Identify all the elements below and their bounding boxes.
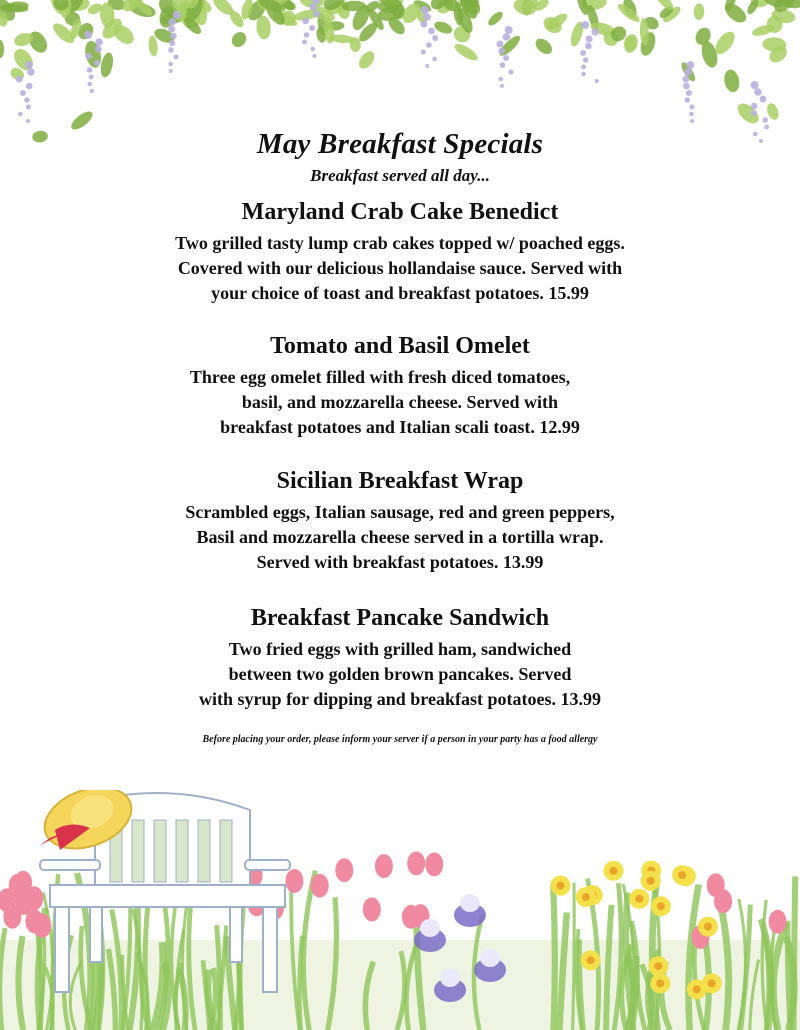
wisteria-blossom-icon bbox=[420, 21, 427, 28]
wisteria-blossom-icon bbox=[27, 68, 35, 76]
wisteria-blossom-icon bbox=[500, 62, 506, 68]
wisteria-blossom-icon bbox=[751, 81, 759, 89]
leaf-icon bbox=[693, 3, 704, 20]
menu-item bbox=[0, 331, 800, 440]
wisteria-blossom-icon bbox=[581, 72, 586, 77]
description-line: Two grilled tasty lump crab cakes topped w/ poached eggs. bbox=[175, 233, 625, 253]
wisteria-blossom-icon bbox=[304, 32, 310, 38]
wisteria-blossom-icon bbox=[760, 96, 767, 103]
wisteria-blossom-icon bbox=[689, 105, 694, 110]
menu-item bbox=[0, 603, 800, 712]
daffodil-center-icon bbox=[557, 882, 565, 890]
wisteria-blossom-icon bbox=[690, 119, 694, 123]
wisteria-blossom-icon bbox=[496, 41, 503, 48]
wisteria-blossom-icon bbox=[586, 36, 593, 43]
bench-slat-icon bbox=[220, 820, 232, 882]
leaf-icon bbox=[229, 29, 249, 50]
description-line: Scrambled eggs, Italian sausage, red and green peppers, bbox=[185, 502, 615, 522]
wisteria-blossom-icon bbox=[684, 68, 692, 76]
leaf-icon bbox=[745, 0, 761, 16]
item-name: Maryland Crab Cake Benedict bbox=[241, 199, 559, 225]
leaf-icon bbox=[148, 35, 159, 57]
bench-slat-icon bbox=[154, 820, 166, 882]
item-name: Tomato and Basil Omelet bbox=[270, 333, 530, 359]
wisteria-blossom-icon bbox=[169, 69, 173, 73]
wisteria-blossom-icon bbox=[683, 83, 690, 90]
wisteria-blossom-icon bbox=[585, 43, 592, 50]
tulip-icon bbox=[769, 910, 787, 934]
daffodil-center-icon bbox=[708, 979, 716, 987]
wisteria-blossom-icon bbox=[498, 77, 503, 82]
wisteria-blossom-icon bbox=[309, 25, 315, 31]
wisteria-blossom-icon bbox=[310, 3, 318, 11]
tulip-icon bbox=[363, 898, 381, 922]
wisteria-blossom-icon bbox=[16, 76, 23, 83]
wisteria-blossom-icon bbox=[302, 18, 309, 25]
wisteria-blossom-icon bbox=[311, 47, 316, 52]
wisteria-blossom-icon bbox=[168, 62, 173, 67]
description-line: Basil and mozzarella cheese served in a tortilla wrap. bbox=[196, 527, 604, 547]
wisteria-blossom-icon bbox=[89, 75, 94, 80]
bench-armrest-icon bbox=[245, 860, 290, 870]
menu-item bbox=[0, 197, 800, 306]
wisteria-blossom-icon bbox=[682, 76, 689, 83]
tulip-icon bbox=[311, 874, 329, 898]
wisteria-blossom-icon bbox=[763, 117, 769, 123]
wisteria-blossom-icon bbox=[595, 79, 599, 83]
wisteria-blossom-icon bbox=[25, 61, 33, 69]
wisteria-blossom-icon bbox=[580, 50, 586, 56]
wisteria-blossom-icon bbox=[581, 65, 586, 70]
bench-leg-icon bbox=[55, 907, 69, 992]
wisteria-blossom-icon bbox=[432, 35, 438, 41]
wisteria-blossom-icon bbox=[583, 57, 589, 63]
wisteria-blossom-icon bbox=[503, 55, 509, 61]
daffodil-center-icon bbox=[647, 877, 655, 885]
wisteria-blossom-icon bbox=[168, 47, 174, 53]
leaf-icon bbox=[486, 9, 505, 27]
description-line: your choice of toast and breakfast potatoes. 15.99 bbox=[211, 283, 589, 303]
item-description bbox=[0, 637, 800, 712]
leaf-icon bbox=[452, 41, 480, 63]
bench-slat-icon bbox=[132, 820, 144, 882]
menu-subtitle: Breakfast served all day... bbox=[310, 166, 490, 185]
leaf-icon bbox=[533, 36, 555, 57]
leaf-icon bbox=[433, 19, 455, 36]
wisteria-blossom-icon bbox=[432, 57, 437, 62]
leaf-icon bbox=[356, 48, 377, 71]
wisteria-blossom-icon bbox=[84, 31, 92, 39]
description-line: Two fried eggs with grilled ham, sandwiched bbox=[228, 639, 572, 659]
wisteria-blossom-icon bbox=[500, 84, 504, 88]
daffodil-center-icon bbox=[582, 893, 590, 901]
wisteria-blossom-icon bbox=[26, 119, 30, 123]
wisteria-blossom-icon bbox=[689, 112, 694, 117]
wisteria-blossom-icon bbox=[20, 90, 26, 96]
wisteria-blossom-icon bbox=[168, 26, 175, 33]
iris-petal-icon bbox=[420, 919, 440, 937]
tulip-icon bbox=[33, 914, 51, 938]
item-description bbox=[0, 365, 800, 440]
description-line: Served with breakfast potatoes. 13.99 bbox=[256, 552, 544, 572]
iris-petal-icon bbox=[480, 949, 500, 967]
wisteria-blossom-icon bbox=[24, 97, 30, 103]
daffodil-center-icon bbox=[587, 956, 595, 964]
description-line: basil, and mozzarella cheese. Served with bbox=[241, 392, 559, 412]
wisteria-blossom-icon bbox=[94, 60, 100, 66]
tulip-icon bbox=[285, 869, 303, 893]
wisteria-leaves bbox=[0, 0, 800, 143]
wisteria-blossom-icon bbox=[498, 48, 505, 55]
daffodil-center-icon bbox=[678, 871, 686, 879]
allergy-note: Before placing your order, please inform your server if a person in your party has a food allergy bbox=[202, 734, 598, 745]
wisteria-blossom-icon bbox=[170, 33, 177, 40]
bench-slat-icon bbox=[176, 820, 188, 882]
leaf-icon bbox=[734, 100, 762, 127]
description-line: Covered with our delicious hollandaise sauce. Served with bbox=[177, 258, 623, 278]
wisteria-blossom-icon bbox=[26, 83, 33, 90]
wisteria-blossom-icon bbox=[428, 28, 435, 35]
wisteria-blossom-icon bbox=[95, 46, 102, 53]
wisteria-blossom-icon bbox=[421, 6, 429, 14]
grass-blade-icon bbox=[788, 921, 791, 1030]
wisteria-blossom-icon bbox=[751, 110, 757, 116]
wisteria-blossom-icon bbox=[26, 105, 31, 110]
wisteria-blossom-icon bbox=[87, 67, 93, 73]
description-line: Three egg omelet filled with fresh diced tomatoes, bbox=[189, 367, 571, 387]
tulip-icon bbox=[407, 851, 425, 875]
daffodil-center-icon bbox=[704, 923, 712, 931]
wisteria-blossom-icon bbox=[312, 54, 316, 58]
grass-blade-icon bbox=[794, 876, 796, 1030]
description-line: breakfast potatoes and Italian scali toast. 12.99 bbox=[220, 417, 580, 437]
leaf-icon bbox=[722, 68, 741, 93]
tulip-icon bbox=[425, 852, 443, 876]
wisteria-blossom-icon bbox=[508, 70, 513, 75]
wisteria-blossom-icon bbox=[90, 89, 94, 93]
bench-slat-icon bbox=[198, 820, 210, 882]
wisteria-blossom-icon bbox=[85, 53, 92, 60]
daffodil-center-icon bbox=[610, 867, 618, 875]
wisteria-blossom-icon bbox=[686, 61, 694, 69]
wisteria-blossom-icon bbox=[87, 82, 92, 87]
description-line: between two golden brown pancakes. Served bbox=[228, 664, 572, 684]
wisteria-blossom-icon bbox=[503, 33, 511, 41]
bench-armrest-icon bbox=[40, 860, 100, 870]
bench-leg-icon bbox=[230, 907, 242, 962]
iris-petal-icon bbox=[460, 894, 480, 912]
leaf-icon bbox=[0, 40, 4, 59]
wisteria-blossom-icon bbox=[174, 55, 179, 60]
daffodil-center-icon bbox=[654, 962, 662, 970]
tulip-icon bbox=[335, 858, 353, 882]
wisteria-blossom-icon bbox=[581, 21, 589, 29]
bench-leg-icon bbox=[90, 907, 102, 962]
tulip-icon bbox=[375, 854, 393, 878]
grass-blade-icon bbox=[553, 886, 555, 1030]
item-description bbox=[0, 231, 800, 306]
wisteria-blossom-icon bbox=[168, 18, 176, 26]
iris-petal-icon bbox=[440, 969, 460, 987]
wisteria-blossom-icon bbox=[751, 103, 758, 110]
daffodil-center-icon bbox=[657, 902, 665, 910]
item-description bbox=[0, 500, 800, 575]
wisteria-blossom-icon bbox=[426, 42, 432, 48]
wisteria-blossom-icon bbox=[591, 28, 599, 36]
menu-title: May Breakfast Specials bbox=[256, 128, 544, 160]
bench-leg-icon bbox=[263, 907, 277, 992]
bench-seat-icon bbox=[50, 885, 285, 907]
wisteria-blossom-icon bbox=[425, 64, 429, 68]
wisteria-blossom-icon bbox=[505, 26, 513, 34]
description-line: with syrup for dipping and breakfast potatoes. 13.99 bbox=[199, 689, 601, 709]
wisteria-blossom-icon bbox=[684, 97, 690, 103]
daffodil-center-icon bbox=[635, 895, 643, 903]
daffodil-center-icon bbox=[656, 979, 664, 987]
grass-blade-icon bbox=[573, 883, 575, 1030]
wisteria-blossom-icon bbox=[313, 11, 320, 18]
daffodil-center-icon bbox=[693, 985, 701, 993]
tulip-icon bbox=[707, 873, 725, 897]
item-name: Sicilian Breakfast Wrap bbox=[276, 468, 524, 494]
wisteria-blossom-icon bbox=[173, 11, 181, 19]
wisteria-blossom-icon bbox=[18, 112, 23, 117]
leaf-icon bbox=[99, 51, 115, 78]
item-name: Breakfast Pancake Sandwich bbox=[250, 605, 550, 631]
wisteria-blossom-icon bbox=[302, 40, 307, 45]
tulip-icon bbox=[15, 891, 33, 915]
wisteria-blossom-icon bbox=[169, 40, 175, 46]
wisteria-blossom-icon bbox=[686, 90, 692, 96]
wisteria-blossom-icon bbox=[421, 50, 426, 55]
wisteria-blossom-icon bbox=[423, 13, 431, 21]
wisteria-blossom-icon bbox=[754, 88, 762, 96]
menu-item bbox=[0, 466, 800, 575]
wisteria-blossom-icon bbox=[95, 38, 103, 46]
garden-illustration bbox=[0, 790, 800, 1030]
